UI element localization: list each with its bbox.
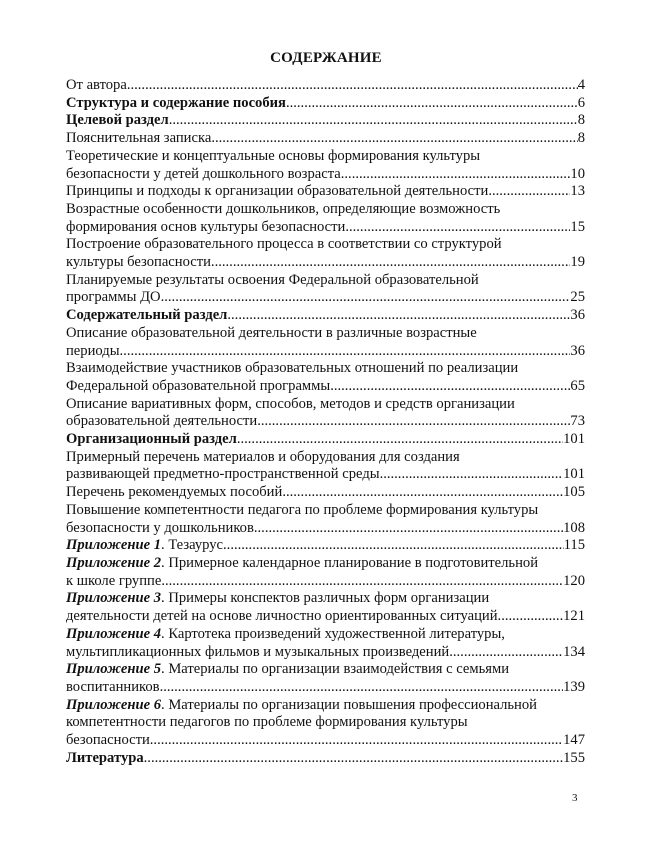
- toc-page-number: 147: [563, 732, 585, 749]
- toc-entry-line: компетентности педагогов по проблеме формирования культуры: [66, 714, 468, 731]
- toc-entry-text: безопасности у дошкольников: [66, 519, 254, 536]
- dot-leader: [161, 289, 571, 307]
- toc-page-number: 19: [570, 254, 585, 271]
- dot-leader: [127, 77, 578, 95]
- toc-page-number: 10: [570, 165, 585, 182]
- toc-entry-text: Организационный раздел: [66, 431, 237, 448]
- toc-entry-last-line: [66, 378, 585, 396]
- toc-entry: [66, 626, 585, 661]
- toc-entry: [66, 183, 585, 201]
- dot-leader: [286, 95, 578, 113]
- toc-page-number: 6: [577, 94, 585, 111]
- toc-page-number: 15: [570, 218, 585, 235]
- toc-entry-last-line: [66, 644, 585, 662]
- toc-entry: [66, 484, 585, 502]
- dot-leader: [169, 112, 578, 130]
- toc-entry: [66, 537, 585, 555]
- toc-entry-last-line: [66, 484, 585, 502]
- toc-entry-line: Описание образовательной деятельности в различные возрастные: [66, 324, 477, 341]
- toc-page-number: 4: [577, 77, 585, 93]
- toc-entry-text: Содержательный раздел: [66, 307, 228, 324]
- toc-entry-text: Пояснительная записка: [66, 130, 212, 147]
- toc-entry: [66, 325, 585, 360]
- toc-entry-line: Построение образовательного процесса в соответствии со структурой: [66, 236, 502, 253]
- dot-leader: [211, 130, 577, 148]
- toc-entry-text: От автора: [66, 77, 127, 93]
- dot-leader: [160, 679, 564, 697]
- toc-entry-line: Планируемые результаты освоения Федеральной образовательной: [66, 271, 479, 288]
- toc-entry: [66, 590, 585, 625]
- dot-leader: [223, 537, 564, 555]
- toc-page-number: 65: [570, 377, 585, 394]
- toc-entry-last-line: [66, 520, 585, 538]
- toc-entry-line: Примерный перечень материалов и оборудования для создания: [66, 448, 460, 465]
- toc-page-number: 121: [563, 608, 585, 625]
- toc-page-number: 73: [570, 413, 585, 430]
- toc-entry-last-line: [66, 130, 585, 148]
- toc-entry-text: Структура и содержание пособия: [66, 94, 286, 111]
- toc-entry-last-line: [66, 431, 585, 449]
- dot-leader: [144, 750, 563, 768]
- toc-entry-last-line: [66, 679, 585, 697]
- toc-entry-line: [66, 555, 585, 573]
- toc-entry-line: [66, 626, 585, 644]
- toc-entry-last-line: [66, 219, 585, 237]
- appendix-label: Приложение 1: [66, 537, 162, 554]
- toc-page-number: 101: [563, 431, 585, 448]
- toc-entry-last-line: [66, 289, 585, 307]
- toc-page-number: 139: [563, 678, 585, 695]
- toc-entry-line: [66, 697, 585, 715]
- toc-entry-last-line: [66, 750, 585, 768]
- toc-entry: [66, 502, 585, 537]
- toc-entry: [66, 130, 585, 148]
- table-of-contents: [66, 77, 585, 767]
- toc-page-number: 105: [563, 484, 585, 501]
- toc-entry-text: Федеральной образовательной программы: [66, 377, 331, 394]
- toc-entry-last-line: [66, 413, 585, 431]
- dot-leader: [257, 413, 570, 431]
- dot-leader: [380, 466, 564, 484]
- toc-entry-last-line: [66, 307, 585, 325]
- toc-entry-line: [66, 661, 585, 679]
- toc-entry-text: мультипликационных фильмов и музыкальных произведений: [66, 643, 450, 660]
- toc-entry-line: Возрастные особенности дошкольников, определяющие возможность: [66, 200, 501, 217]
- dot-leader: [211, 254, 570, 272]
- dot-leader: [449, 644, 563, 662]
- toc-page-number: 8: [577, 112, 585, 129]
- toc-entry-text: [66, 537, 223, 555]
- dot-leader: [282, 484, 563, 502]
- toc-page-number: 101: [563, 466, 585, 483]
- toc-entry-text: периоды: [66, 342, 120, 359]
- toc-entry-last-line: [66, 254, 585, 272]
- toc-entry-text: Целевой раздел: [66, 112, 169, 129]
- toc-entry-text: безопасности: [66, 732, 150, 749]
- toc-entry: [66, 396, 585, 431]
- toc-page-number: 36: [570, 342, 585, 359]
- toc-page-number: 155: [563, 749, 585, 766]
- appendix-title: . Тезаурус: [161, 537, 224, 554]
- dot-leader: [498, 608, 564, 626]
- toc-entry: [66, 360, 585, 395]
- toc-entry: [66, 272, 585, 307]
- toc-entry: [66, 148, 585, 183]
- dot-leader: [161, 573, 563, 591]
- toc-entry: [66, 431, 585, 449]
- toc-entry: [66, 201, 585, 236]
- toc-entry-text: к школе группе: [66, 572, 162, 589]
- dot-leader: [330, 378, 570, 396]
- toc-entry-text: Литература: [66, 749, 144, 766]
- toc-entry-last-line: [66, 343, 585, 361]
- page-title: СОДЕРЖАНИЕ: [270, 50, 382, 66]
- toc-entry-last-line: [66, 112, 585, 130]
- dot-leader: [488, 183, 570, 201]
- toc-entry-text: формирования основ культуры безопасности: [66, 218, 346, 235]
- toc-entry: [66, 236, 585, 271]
- toc-entry-last-line: [66, 466, 585, 484]
- toc-entry: [66, 555, 585, 590]
- dot-leader: [254, 520, 563, 538]
- dot-leader: [120, 343, 571, 361]
- toc-entry-text: безопасности у детей дошкольного возраста: [66, 165, 341, 182]
- toc-entry-last-line: [66, 537, 585, 555]
- page-number: 3: [572, 792, 578, 804]
- toc-entry-text: . Материалы по организации повышения профессиональной: [161, 696, 537, 713]
- toc-page-number: 25: [570, 289, 585, 306]
- toc-entry: [66, 449, 585, 484]
- toc-entry-text: развивающей предметно-пространственной среды: [66, 466, 380, 483]
- toc-entry-text: . Примерное календарное планирование в подготовительной: [161, 554, 539, 571]
- toc-entry-text: образовательной деятельности: [66, 413, 258, 430]
- toc-page-number: 120: [563, 572, 585, 589]
- appendix-label: Приложение 5: [66, 661, 162, 678]
- toc-entry: [66, 307, 585, 325]
- toc-entry-text: . Примеры конспектов различных форм организации: [161, 590, 490, 607]
- toc-entry-line: Повышение компетентности педагога по проблеме формирования культуры: [66, 501, 539, 518]
- toc-entry-last-line: [66, 573, 585, 591]
- appendix-label: Приложение 4: [66, 625, 162, 642]
- toc-page-number: 36: [570, 307, 585, 324]
- toc-entry-text: Перечень рекомендуемых пособий: [66, 484, 283, 501]
- dot-leader: [150, 732, 563, 750]
- toc-entry-last-line: [66, 183, 585, 201]
- dot-leader: [237, 431, 563, 449]
- toc-entry-text: . Материалы по организации взаимодействия с семьями: [161, 661, 510, 678]
- toc-entry-last-line: [66, 608, 585, 626]
- toc-entry: [66, 750, 585, 768]
- toc-page-number: 115: [563, 537, 585, 554]
- toc-entry: [66, 112, 585, 130]
- toc-page-number: 8: [577, 130, 585, 147]
- toc-entry: [66, 77, 585, 95]
- appendix-label: Приложение 2: [66, 554, 162, 571]
- toc-entry-line: [66, 590, 585, 608]
- toc-entry-line: Описание вариативных форм, способов, методов и средств организации: [66, 395, 515, 412]
- toc-entry-text: Принципы и подходы к организации образовательной деятельности: [66, 183, 489, 200]
- toc-entry: [66, 697, 585, 750]
- toc-page-number: 134: [563, 643, 585, 660]
- dot-leader: [227, 307, 570, 325]
- toc-entry-text: деятельности детей на основе личностно ориентированных ситуаций: [66, 608, 498, 625]
- toc-entry: [66, 95, 585, 113]
- appendix-label: Приложение 3: [66, 590, 162, 607]
- dot-leader: [341, 166, 571, 184]
- toc-entry-text: воспитанников: [66, 678, 160, 695]
- toc-page-number: 108: [563, 519, 585, 536]
- toc-entry-last-line: [66, 77, 585, 95]
- toc-entry-line: Теоретические и концептуальные основы формирования культуры: [66, 147, 481, 164]
- toc-entry-text: программы ДО: [66, 289, 161, 306]
- toc-entry-text: . Картотека произведений художественной литературы,: [161, 625, 505, 642]
- dot-leader: [345, 219, 570, 237]
- toc-entry-line: Взаимодействие участников образовательных отношений по реализации: [66, 360, 519, 377]
- toc-entry-text: культуры безопасности: [66, 254, 211, 271]
- toc-entry-last-line: [66, 732, 585, 750]
- appendix-label: Приложение 6: [66, 696, 162, 713]
- toc-page-number: 13: [570, 183, 585, 200]
- toc-entry-last-line: [66, 95, 585, 113]
- toc-entry: [66, 661, 585, 696]
- toc-entry-last-line: [66, 166, 585, 184]
